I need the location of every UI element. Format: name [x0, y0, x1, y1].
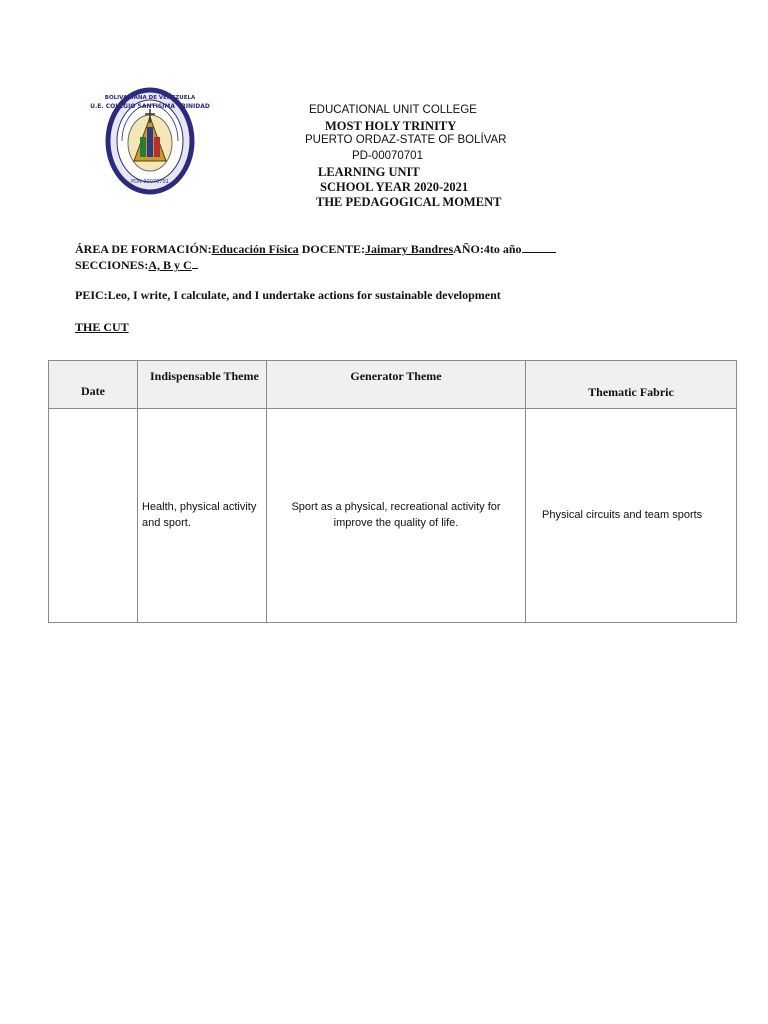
cell-indispensable-theme: Health, physical activity and sport. — [138, 409, 267, 623]
header-indispensable-theme — [138, 361, 267, 409]
header-indispensable-label: Indispensable Theme — [150, 369, 259, 383]
svg-text:U.E. COLEGIO SANTISIMA TRINIDA: U.E. COLEGIO SANTISIMA TRINIDAD — [90, 103, 210, 110]
cell-thematic-fabric: Physical circuits and team sports — [526, 409, 737, 623]
table-row — [49, 409, 737, 623]
header-date: Date — [49, 361, 138, 409]
header-thematic-fabric: Thematic Fabric — [526, 361, 737, 409]
svg-text:BOLIVARIANA DE VENEZUELA: BOLIVARIANA DE VENEZUELA — [104, 95, 196, 101]
area-line — [75, 243, 556, 255]
header-line-7: THE PEDAGOGICAL MOMENT — [316, 195, 502, 209]
cell-date — [49, 409, 138, 623]
header-line-3: PUERTO ORDAZ-STATE OF BOLÍVAR — [305, 134, 507, 146]
secciones-value: A, B y C — [148, 258, 192, 272]
secciones-label: SECCIONES: — [75, 258, 149, 272]
area-label: ÁREA DE FORMACIÓN: — [75, 242, 212, 256]
header-generator-theme: Generator Theme — [267, 361, 526, 409]
svg-text:PDN 00070701: PDN 00070701 — [131, 179, 169, 185]
ano-value: 4to año — [483, 242, 522, 256]
table-header-row — [49, 361, 737, 409]
header-line-2: MOST HOLY TRINITY — [325, 119, 457, 133]
peic-line: PEIC:Leo, I write, I calculate, and I undertake actions for sustainable development — [75, 288, 501, 302]
header-line-5: LEARNING UNIT — [318, 165, 420, 179]
cell-generator-theme: Sport as a physical, recreational activity for improve the quality of life. — [267, 409, 526, 623]
blank-line — [522, 243, 556, 253]
ano-label: AÑO: — [453, 242, 484, 256]
school-logo — [90, 87, 210, 195]
area-value: Educación Física — [211, 242, 299, 256]
docente-label: DOCENTE: — [298, 242, 366, 256]
header-line-4: PD-00070701 — [352, 150, 423, 162]
docente-value: Jaimary Bandres — [365, 242, 454, 256]
learning-unit-table — [48, 360, 737, 623]
secciones-line — [75, 259, 198, 271]
the-cut-heading: THE CUT — [75, 320, 129, 334]
header-line-6: SCHOOL YEAR 2020-2021 — [320, 180, 469, 194]
header-line-1: EDUCATIONAL UNIT COLLEGE — [309, 104, 477, 116]
blank-line — [192, 259, 198, 269]
